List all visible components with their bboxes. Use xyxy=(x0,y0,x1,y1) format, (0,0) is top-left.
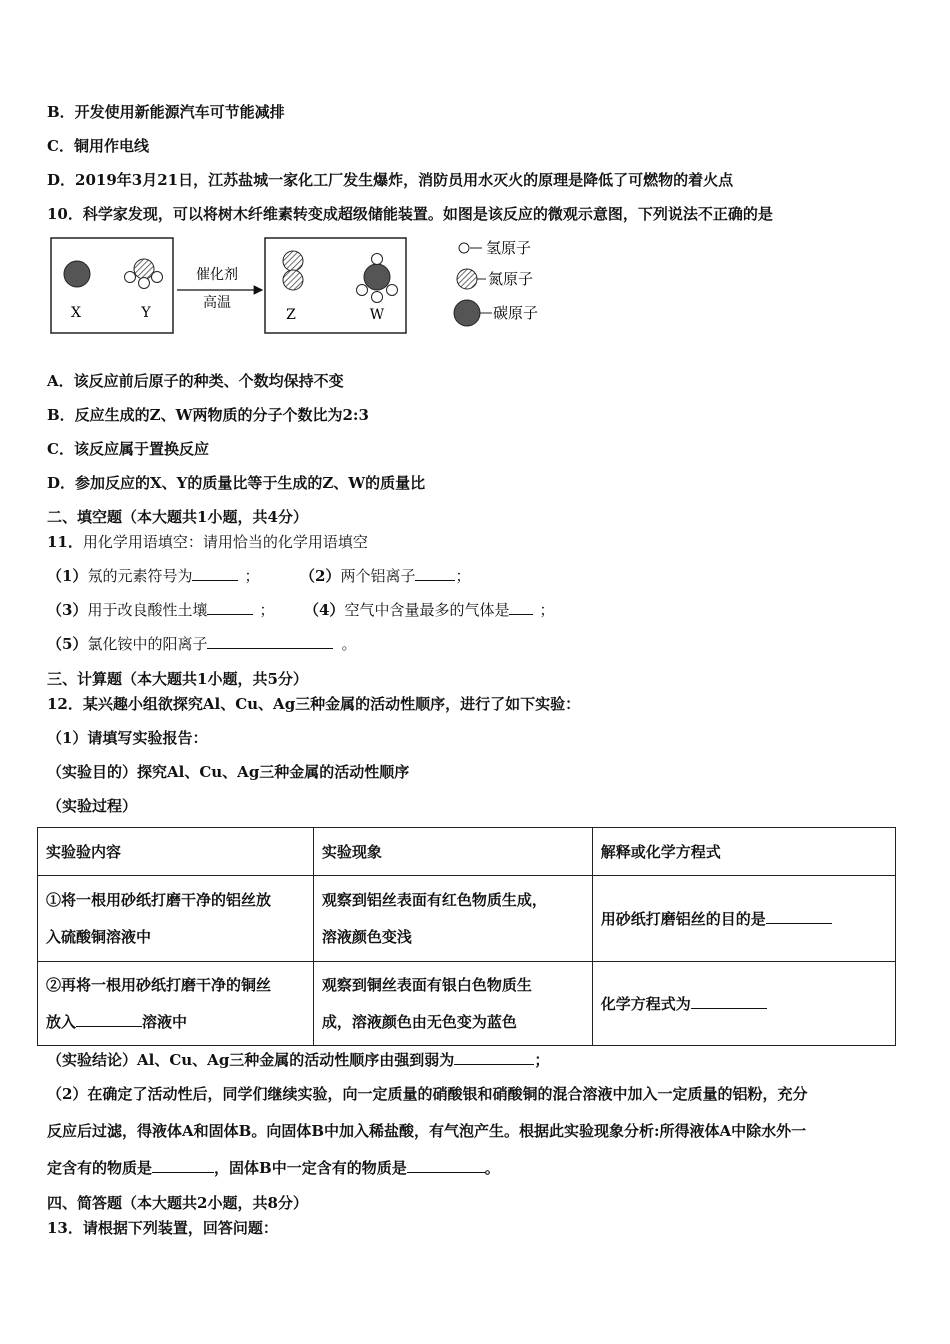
q11-stem: 11．用化学用语填空：请用恰当的化学用语填空 xyxy=(47,533,368,551)
q12-stem: 12．某兴趣小组欲探究Al、Cu、Ag三种金属的活动性顺序，进行了如下实验： xyxy=(47,695,581,713)
table-cell: 化学方程式为 xyxy=(592,962,895,1046)
liquid-a-blank[interactable] xyxy=(152,1158,214,1173)
q12-sub2-line1: （2）在确定了活动性后，同学们继续实验，向一定质量的硝酸银和硝酸铜的混合溶液中加入一定质量的铝粉，充分 xyxy=(47,1085,808,1103)
q13-stem: 13．请根据下列装置，回答问题： xyxy=(47,1219,278,1237)
table-cell: 观察到铝丝表面有红色物质生成， 溶液颜色变浅 xyxy=(313,876,592,962)
y-hydrogen-atom xyxy=(139,278,150,289)
q11-blank-1[interactable] xyxy=(192,566,238,581)
legend-carbon-icon xyxy=(454,300,480,326)
w-hydrogen-atom xyxy=(372,254,383,265)
table-cell: 观察到铜丝表面有银白色物质生 成，溶液颜色由无色变为蓝色 xyxy=(313,962,592,1046)
table-blank-equation[interactable] xyxy=(691,994,767,1009)
q9-option-c: C．铜用作电线 xyxy=(47,137,149,155)
label-y: Y xyxy=(141,305,151,321)
q10-stem: 10．科学家发现，可以将树木纤维素转变成超级储能装置。如图是该反应的微观示意图，下列说法不正确的是 xyxy=(47,205,773,223)
table-header: 实验验内容 xyxy=(38,828,314,876)
q11-part1: （1）氖的元素符号为 ； xyxy=(47,567,260,585)
section4-title: 四、简答题（本大题共2小题，共8分） xyxy=(47,1194,308,1212)
w-hydrogen-atom xyxy=(387,285,398,296)
legend-carbon-label: 碳原子 xyxy=(493,304,539,322)
q12-sub2-line2: 反应后过滤，得液体A和固体B。向固体B中加入稀盐酸，有气泡产生。根据此实验现象分析:所得液体A中除水外一 xyxy=(47,1122,807,1140)
legend-hydrogen-label: 氢原子 xyxy=(486,239,532,257)
legend-nitrogen-icon xyxy=(457,269,477,289)
q11-blank-5[interactable] xyxy=(207,634,333,649)
q11-part4: （4）空气中含量最多的气体是 ； xyxy=(304,601,555,619)
label-w: W xyxy=(369,307,385,323)
condition-label: 高温 xyxy=(203,295,231,311)
x-carbon-atom xyxy=(64,261,90,287)
label-x: X xyxy=(71,305,81,321)
solid-b-blank[interactable] xyxy=(407,1158,485,1173)
legend-nitrogen-label: 氮原子 xyxy=(488,270,534,288)
q11-part2: （2）两个铝离子 ； xyxy=(300,567,471,585)
q9-option-d: D．2019年3月21日，江苏盐城一家化工厂发生爆炸，消防员用水灭火的原理是降低了可燃物的着火点 xyxy=(47,171,734,189)
z-nitrogen-atom xyxy=(283,270,303,290)
table-blank-solution[interactable] xyxy=(76,1012,142,1027)
legend-hydrogen-icon xyxy=(459,243,469,253)
q11-blank-3[interactable] xyxy=(207,600,253,615)
q12-conclusion: （实验结论）Al、Cu、Ag三种金属的活动性顺序由强到弱为 ； xyxy=(47,1051,550,1069)
table-cell: ①将一根用砂纸打磨干净的铝丝放 入硫酸铜溶液中 xyxy=(38,876,314,962)
catalyst-label: 催化剂 xyxy=(196,267,238,283)
reaction-diagram xyxy=(40,232,560,342)
z-nitrogen-atom xyxy=(283,251,303,271)
y-hydrogen-atom xyxy=(125,272,136,283)
table-header-row xyxy=(38,828,896,876)
q10-option-a: A．该反应前后原子的种类、个数均保持不变 xyxy=(47,372,344,390)
section2-title: 二、填空题（本大题共1小题，共4分） xyxy=(47,508,308,526)
q12-process: （实验过程） xyxy=(47,797,138,815)
y-hydrogen-atom xyxy=(152,272,163,283)
q11-part5: （5）氯化铵中的阳离子 。 xyxy=(47,635,357,653)
table-header: 实验现象 xyxy=(313,828,592,876)
q11-part3: （3）用于改良酸性土壤 ； xyxy=(47,601,275,619)
table-header: 解释或化学方程式 xyxy=(592,828,895,876)
table-row xyxy=(38,876,896,962)
q10-option-c: C．该反应属于置换反应 xyxy=(47,440,209,458)
q12-sub2-line3: 定含有的物质是 ，固体B中一定含有的物质是 。 xyxy=(47,1159,500,1177)
table-blank-purpose[interactable] xyxy=(766,909,832,924)
w-hydrogen-atom xyxy=(357,285,368,296)
q12-sub1: （1）请填写实验报告： xyxy=(47,729,208,747)
conclusion-blank[interactable] xyxy=(454,1050,534,1065)
w-hydrogen-atom xyxy=(372,292,383,303)
q10-option-d: D．参加反应的X、Y的质量比等于生成的Z、W的质量比 xyxy=(47,474,426,492)
q10-option-b: B．反应生成的Z、W两物质的分子个数比为2:3 xyxy=(47,406,369,424)
section3-title: 三、计算题（本大题共1小题，共5分） xyxy=(47,670,308,688)
table-row xyxy=(38,962,896,1046)
q11-blank-2[interactable] xyxy=(415,566,455,581)
label-z: Z xyxy=(286,307,296,323)
table-cell: ②再将一根用砂纸打磨干净的铜丝 放入 溶液中 xyxy=(38,962,314,1046)
y-nitrogen-atom xyxy=(134,259,154,279)
reactant-box xyxy=(51,238,173,333)
experiment-table xyxy=(37,827,896,1046)
table-cell: 用砂纸打磨铝丝的目的是 xyxy=(592,876,895,962)
w-carbon-atom xyxy=(364,264,390,290)
q11-blank-4[interactable] xyxy=(509,600,533,615)
q9-option-b: B．开发使用新能源汽车可节能减排 xyxy=(47,103,285,121)
q12-purpose: （实验目的）探究Al、Cu、Ag三种金属的活动性顺序 xyxy=(47,763,410,781)
